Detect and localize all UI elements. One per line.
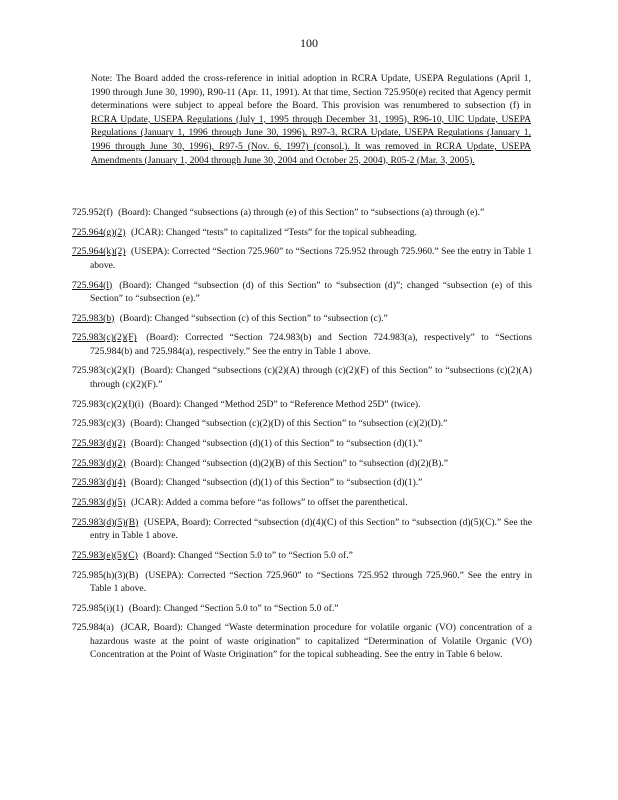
amendment-entry (72, 245, 532, 272)
amendment-description: (Board): Changed “subsection (d)(1) of this Section” to “subsection (d)(1).” (130, 437, 423, 449)
amendment-entry (72, 569, 532, 596)
board-note (91, 72, 531, 167)
amendment-description: (Board): Changed “subsections (c)(2)(A) through (c)(2)(F) of this Section” to “subsections (c)(2)(A) through (c)(2)(F).” (90, 365, 532, 390)
amendment-entry (72, 398, 532, 411)
section-reference: 725.964(k)(2) (72, 246, 126, 258)
amendment-description: (Board): Changed “Section 5.0 to” to “Section 5.0 of.” (128, 602, 339, 614)
amendment-entry (72, 476, 532, 489)
amendment-entry (72, 331, 532, 358)
amendment-list (72, 206, 532, 668)
amendment-entry (72, 437, 532, 450)
amendment-description: (JCAR): Changed “tests” to capitalized “Tests” for the topical subheading. (130, 226, 417, 238)
section-reference: 725.983(d)(4) (72, 477, 126, 489)
amendment-entry (72, 621, 532, 661)
amendment-entry (72, 549, 532, 562)
amendment-entry (72, 417, 532, 430)
amendment-entry (72, 364, 532, 391)
section-reference: 725.983(d)(2) (72, 437, 126, 449)
amendment-description: (JCAR, Board): Changed “Waste determination procedure for volatile organic (VO) concentration of a hazardous waste at the point of waste origination” to capitalized “Determination of Volatile Organic (VO) Concentration at the Point of Waste Origination” for the topical subheading. See the entry in Table 6 below. (90, 622, 532, 661)
amendment-description: (Board): Changed “subsection (c) of this Section” to “subsection (c).” (119, 312, 388, 324)
amendment-description: (Board): Changed “subsection (d) of this Section” to “subsection (d)”; changed “subsection (e) of this Section” to “subsection (e).” (90, 279, 532, 304)
amendment-description: (Board): Changed “Section 5.0 to” to “Section 5.0 of.” (143, 549, 353, 561)
section-reference: 725.964(l) (72, 279, 113, 291)
amendment-description: (USEPA): Corrected “Section 725.960” to “Sections 725.952 through 725.960.” See the entry in Table 1 above. (90, 569, 532, 594)
section-reference: 725.984(a) (72, 622, 114, 634)
amendment-entry (72, 516, 532, 543)
section-reference: 725.983(d)(2) (72, 457, 126, 469)
page-number: 100 (300, 36, 318, 50)
amendment-entry (72, 496, 532, 509)
section-reference: 725.983(c)(2)(I) (72, 365, 135, 377)
amendment-description: (JCAR): Added a comma before “as follows” to offset the parenthetical. (130, 497, 408, 509)
amendment-description: (Board): Changed “subsection (d)(1) of this Section” to “subsection (d)(1).” (130, 477, 423, 489)
section-reference: 725.983(c)(2)(F) (72, 332, 137, 344)
section-reference: 725.983(c)(2)(I)(i) (72, 398, 144, 410)
section-reference: 725.983(e)(5)(C) (72, 549, 138, 561)
amendment-description: (USEPA, Board): Corrected “subsection (d)(4)(C) of this Section” to “subsection (d)(5)(C).” See the entry in Table 1 above. (90, 516, 532, 542)
note-text-underlined: RCRA Update, USEPA Regulations (July 1, 1995 through December 31, 1995), R96-10, UIC Update, USEPA Regulations (January 1, 1996 through June 30, 1996), R97-3, RCRA Update, USEPA Regulations (January 1, 1996 through June 30, 1996), R97-5 (Nov. 6, 1997) (consol.). It was removed in RCRA Update, USEPA Amendments (January 1, 2004 through June 30, 2004 and October 25, 2004), R05-2 (Mar. 3, 2005). (91, 113, 531, 166)
amendment-description: (USEPA): Corrected “Section 725.960” to “Sections 725.952 through 725.960.” See the entry in Table 1 above. (90, 246, 532, 271)
section-reference: 725.964(g)(2) (72, 226, 126, 238)
section-reference: 725.983(b) (72, 312, 115, 324)
section-reference: 725.983(d)(5)(B) (72, 516, 139, 528)
amendment-description: (Board): Changed “subsection (c)(2)(D) of this Section” to “subsection (c)(2)(D).” (130, 418, 448, 430)
section-reference: 725.985(h)(3)(B) (72, 569, 139, 581)
section-reference: 725.952(f) (72, 207, 113, 218)
amendment-entry (72, 312, 532, 325)
section-reference: 725.983(c)(3) (72, 418, 126, 430)
amendment-entry (72, 457, 532, 470)
section-reference: 725.985(i)(1) (72, 602, 124, 614)
amendment-entry (72, 602, 532, 615)
amendment-description: (Board): Changed “Method 25D” to “Reference Method 25D” (twice). (149, 398, 421, 410)
amendment-entry (72, 279, 532, 306)
amendment-entry (72, 206, 532, 219)
section-reference: 725.983(d)(5) (72, 497, 126, 509)
amendment-description: (Board): Corrected “Section 724.983(b) and Section 724.983(a), respectively” to “Sections 725.984(b) and 725.984(a), respectively.” See the entry in Table 1 above. (90, 332, 532, 357)
amendment-description: (Board): Changed “subsection (d)(2)(B) of this Section” to “subsection (d)(2)(B).” (130, 457, 449, 469)
note-text: Note: The Board added the cross-reference in initial adoption in RCRA Update, USEPA Regulations (April 1, 1990 through June 30, 1990), R90-11 (Apr. 11, 1991). At that time, Section 725.950(e) recited that Agency permit determinations were subject to appeal before the Board. This provision was renumbered to subsection (f) in (91, 73, 531, 112)
amendment-entry (72, 226, 532, 239)
amendment-description: (Board): Changed “subsections (a) through (e) of this Section” to “subsections (a) through (e).” (118, 207, 485, 218)
